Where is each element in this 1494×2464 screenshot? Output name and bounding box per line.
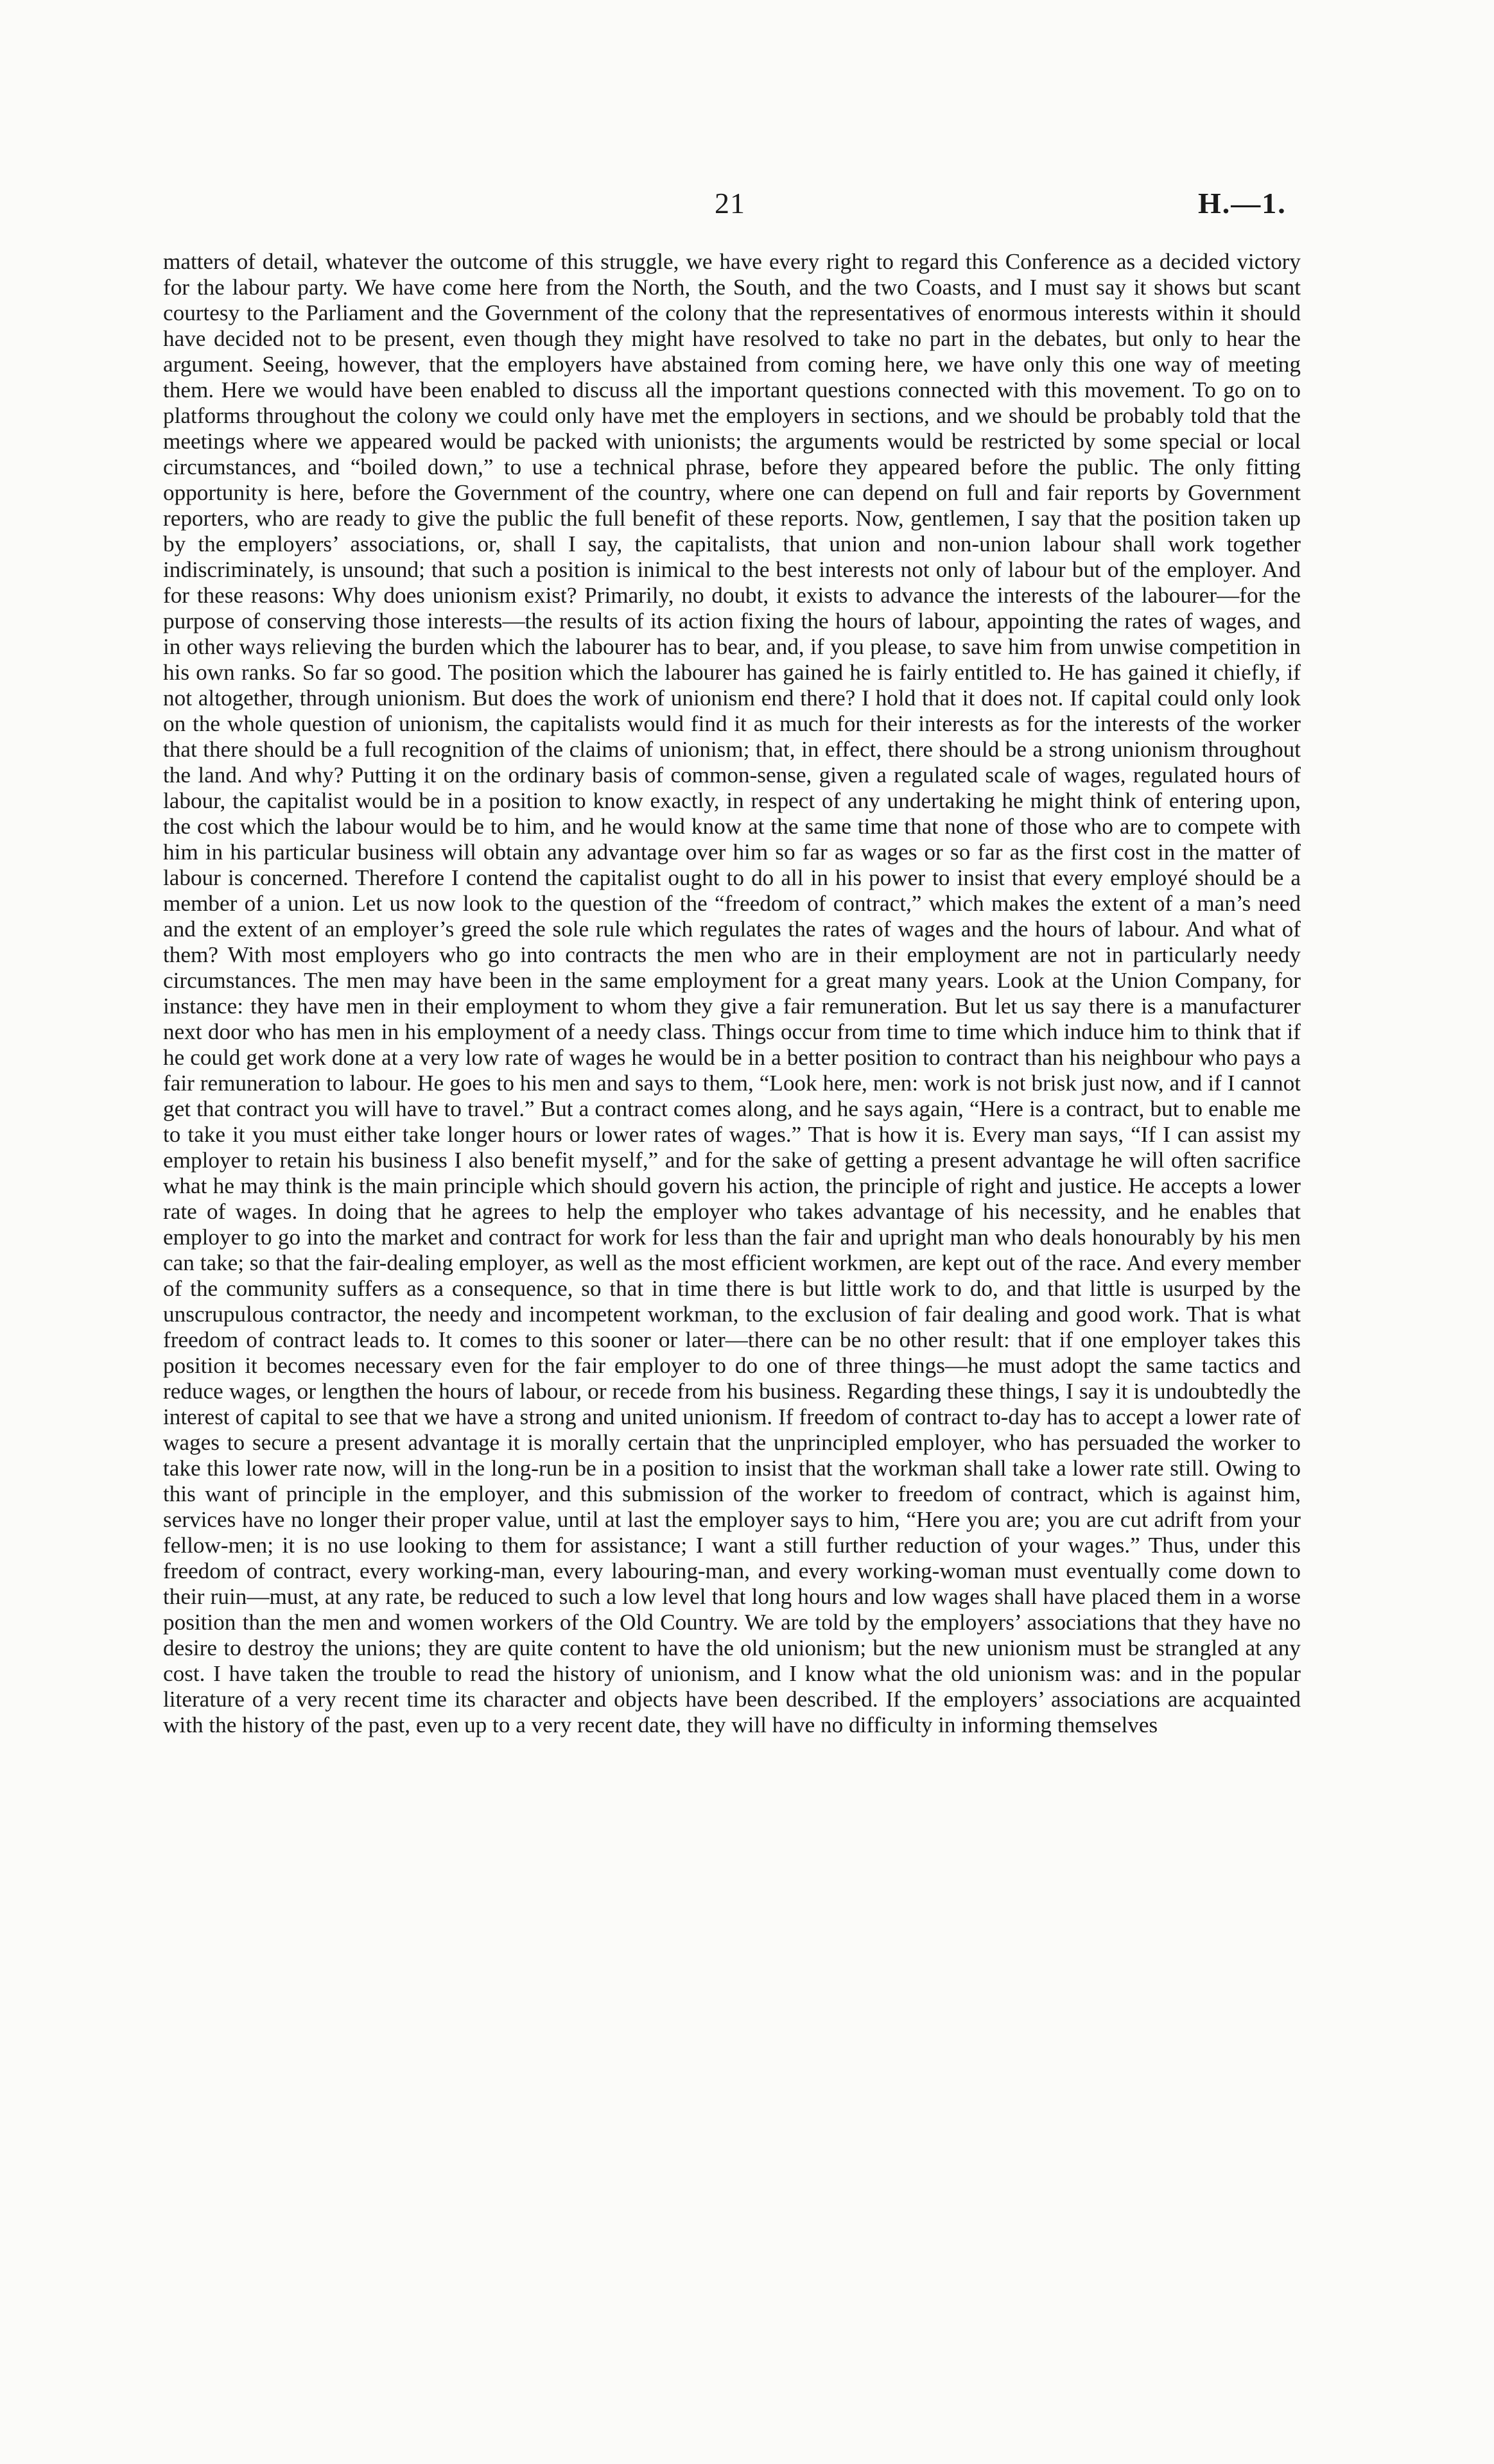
body-paragraph: matters of detail, whatever the outcome of this struggle, we have every right to regard this Conference as a decided victory for the labour party. We have come here from the North, the South, and the two Coasts, and I must say it shows but scant courtesy to the Parliament and the Government of the colony that the representatives of enormous interests within it should have decided not to be present, even though they might have resolved to take no part in the debates, but only to hear the argument. Seeing, however, that the employers have abstained from coming here, we have only this one way of meeting them. Here we would have been enabled to discuss all the important questions connected with this movement. To go on to platforms throughout the colony we could only have met the employers in sections, and we should be probably told that the meetings where we appeared would be packed with unionists; the arguments would be restricted by some special or local circumstances, and “boiled down,” to use a technical phrase, before they appeared before the public. The only fitting opportunity is here, before the Government of the country, where one can depend on full and fair reports by Government reporters, who are ready to give the public the full benefit of these reports. Now, gentlemen, I say that the position taken up by the employers’ associations, or, shall I say, the capitalists, that union and non-union labour shall work together indiscriminately, is unsound; that such a position is inimical to the best interests not only of labour but of the employer. And for these reasons: Why does unionism exist? Primarily, no doubt, it exists to advance the interests of the labourer—for the purpose of conserving those interests—the results of its action fixing the hours of labour, appointing the rates of wages, and in other ways relieving the burden which the labourer has to bear, and, if you please, to save him from unwise competition in his own ranks. So far so good. The position which the labourer has gained he is fairly entitled to. He has gained it chiefly, if not altogether, through unionism. But does the work of unionism end there? I hold that it does not. If capital could only look on the whole question of unionism, the capitalists would find it as much for their interests as for the interests of the worker that there should be a full recognition of the claims of unionism; that, in effect, there should be a strong unionism throughout the land. And why? Putting it on the ordinary basis of common-sense, given a regulated scale of wages, regulated hours of labour, the capitalist would be in a position to know exactly, in respect of any undertaking he might think of entering upon, the cost which the labour would be to him, and he would know at the same time that none of those who are to compete with him in his particular business will obtain any advantage over him so far as wages or so far as the first cost in the matter of labour is concerned. Therefore I contend the capitalist ought to do all in his power to insist that every employé should be a member of a union. Let us now look to the question of the “freedom of contract,” which makes the extent of a man’s need and the extent of an employer’s greed the sole rule which regulates the rates of wages and the hours of labour. And what of them? With most employers who go into contracts the men who are in their employment are not in particularly needy circumstances. The men may have been in the same employment for a great many years. Look at the Union Company, for instance: they have men in their employment to whom they give a fair remuneration. But let us say there is a manufacturer next door who has men in his employment of a needy class. Things occur from time to time which induce him to think that if he could get work done at a very low rate of wages he would be in a better position to contract than his neighbour who pays a fair remuneration to labour. He goes to his men and says to them, “Look here, men: work is not brisk just now, and if I cannot get that contract you will have to travel.” But a contract comes along, and he says again, “Here is a contract, but to enable me to take it you must either take longer hours or lower rates of wages.” That is how it is. Every man says, “If I can assist my employer to retain his business I also benefit myself,” and for the sake of getting a present advantage he will often sacrifice what he may think is the main principle which should govern his action, the principle of right and justice. He accepts a lower rate of wages. In doing that he agrees to help the employer who takes advantage of his necessity, and he enables that employer to go into the market and contract for work for less than the fair and upright man who deals honourably by his men can take; so that the fair-dealing employer, as well as the most efficient workmen, are kept out of the race. And every member of the community suffers as a consequence, so that in time there is but little work to do, and that little is usurped by the unscrupulous contractor, the needy and incompetent workman, to the exclusion of fair dealing and good work. That is what freedom of contract leads to. It comes to this sooner or later—there can be no other result: that if one employer takes this position it becomes necessary even for the fair employer to do one of three things—he must adopt the same tactics and reduce wages, or lengthen the hours of labour, or recede from his business. Regarding these things, I say it is undoubtedly the interest of capital to see that we have a strong and united unionism. If freedom of contract to-day has to accept a lower rate of wages to secure a present advantage it is morally certain that the unprincipled employer, who has persuaded the worker to take this lower rate now, will in the long-run be in a position to insist that the workman shall take a lower rate still. Owing to this want of principle in the employer, and this submission of the worker to freedom of contract, which is against him, services have no longer their proper value, until at last the employer says to him, “Here you are; you are cut adrift from your fellow-men; it is no use looking to them for assistance; I want a still further reduction of your wages.” Thus, under this freedom of contract, every working-man, every labouring-man, and every working-woman must eventually come down to their ruin—must, at any rate, be reduced to such a low level that long hours and low wages shall have placed them in a worse position than the men and women workers of the Old Country. We are told by the employers’ associations that they have no desire to destroy the unions; they are quite content to have the old unionism; but the new unionism must be strangled at any cost. I have taken the trouble to read the history of unionism, and I know what the old unionism was: and in the popular literature of a very recent time its character and objects have been described. If the employers’ associations are acquainted with the history of the past, even up to a very recent date, they will have no difficulty in informing themselves <box>163 249 1301 1737</box>
page-header <box>0 186 1494 225</box>
page-number: 21 <box>715 187 745 220</box>
document-reference: H.—1. <box>1198 187 1287 220</box>
